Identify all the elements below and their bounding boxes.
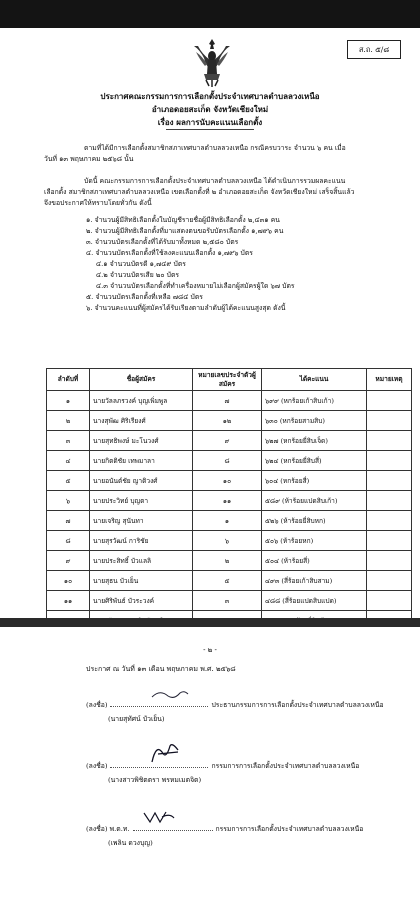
issued-date: ประกาศ ณ วันที่ ๑๓ เดือน พฤษภาคม พ.ศ. ๒๕๖๘ [86,665,236,673]
signature-line [110,767,208,768]
body-paragraph [44,176,384,209]
list-item: ๔.๓ จำนวนบัตรเลือกตั้งที่ทำเครื่องหมายไม่เลือกผู้สมัครผู้ใด ๖๗ บัตร [96,282,295,290]
list-item: ๔.๑ จำนวนบัตรดี ๑,๗๔๙ บัตร [96,260,186,268]
table-row [47,451,412,471]
list-item: ๔. จำนวนบัตรเลือกตั้งที่ใช้ลงคะแนนเลือกตั้ง ๑,๗๙๖ บัตร [86,249,253,257]
cell-votes: ๖๒๗ (หกร้อยยี่สิบเจ็ด) [262,431,367,451]
cell-candidate-number: ๒ [193,551,262,571]
cell-votes: ๖๓๐ (หกร้อยสามสิบ) [262,411,367,431]
signature-role: ประธานกรรมการการเลือกตั้งประจำเทศบาลตำบลลวงเหนือ [211,701,384,709]
cell-remarks [367,511,412,531]
cell-candidate-number: ๕ [193,571,262,591]
form-code-box: ส.ถ. ๕/๘ [347,40,401,59]
table-row [47,391,412,411]
cell-candidate-name: นายสุรวัฒน์ การิชัย [90,531,193,551]
header-candidate-number: หมายเลขประจำตัวผู้สมัคร [193,369,262,391]
statistics-list [86,215,386,314]
header-line-2: อำเภอดอยสะเก็ด จังหวัดเชียงใหม่ [151,104,269,114]
cell-remarks [367,531,412,551]
header-divider [166,129,254,130]
cell-remarks [367,551,412,571]
cell-candidate-number: ๑ [193,511,262,531]
signature-block-member-2 [86,823,364,847]
handwritten-signature-icon [142,809,176,825]
cell-remarks [367,391,412,411]
intro-paragraph [44,143,384,165]
cell-remarks [367,451,412,471]
cell-votes: ๖๐๔ (หกร้อยสี่) [262,471,367,491]
list-item: ๑. จำนวนผู้มีสิทธิเลือกตั้งในบัญชีรายชื่อผู้มีสิทธิเลือกตั้ง ๒,๔๓๑ คน [86,216,280,224]
top-bar [0,0,420,28]
cell-rank: ๓ [47,431,90,451]
cell-votes: ๔๙๓ (สี่ร้อยเก้าสิบสาม) [262,571,367,591]
table-row [47,531,412,551]
signature-role: กรรมการการเลือกตั้งประจำเทศบาลตำบลลวงเหนือ [215,825,364,833]
cell-rank: ๑๑ [47,591,90,611]
cell-candidate-name: นายสุธน บัวเย็น [90,571,193,591]
cell-candidate-name: นายวัลลภรวงค์ บุญเพิ่มพูล [90,391,193,411]
table-row [47,591,412,611]
list-item: ๖. จำนวนคะแนนที่ผู้สมัครได้รับเรียงตามลำดับผู้ได้คะแนนสูงสุด ดังนี้ [86,304,286,312]
header-title: เรื่อง ผลการนับคะแนนเลือกตั้ง [157,117,263,127]
header-candidate-name: ชื่อผู้สมัคร [90,369,193,391]
cell-candidate-name: นายกิตติชัย เทพมาลา [90,451,193,471]
signatory-name: (เพลิน ดวงบุญ) [108,839,153,847]
cell-candidate-number: ๙ [193,431,262,451]
cell-candidate-number: ๑๒ [193,411,262,431]
header-rank: ลำดับที่ [47,369,90,391]
cell-candidate-number: ๖ [193,531,262,551]
list-item: ๓. จำนวนบัตรเลือกตั้งที่ได้รับมาทั้งหมด ๒,๕๘๐ บัตร [86,238,239,246]
signature-line [110,706,208,707]
body-line-2: เลือกตั้ง สมาชิกสภาเทศบาลตำบลลวงเหนือ เขตเลือกตั้งที่ ๒ อำเภอดอยสะเก็ด จังหวัดเชียงใหม่ เสร็จสิ้นแล้ว [44,188,355,196]
header-remarks: หมายเหตุ [367,369,412,391]
cell-candidate-number: ๓ [193,591,262,611]
cell-candidate-name: นายศิริพันธ์ บัวระวงค์ [90,591,193,611]
cell-candidate-name: นายประสิทธิ์ บัวแลลิ [90,551,193,571]
cell-candidate-number: ๑๐ [193,471,262,491]
header-line-1: ประกาศคณะกรรมการการเลือกตั้งประจำเทศบาลตำบลลวงเหนือ [100,91,320,101]
page-number: - ๒ - [203,646,217,654]
cell-votes: ๔๘๘ (สี่ร้อยแปดสิบแปด) [262,591,367,611]
cell-candidate-name: นายอนันต์ชัย ญาติวงศ์ [90,471,193,491]
cell-rank: ๑๐ [47,571,90,591]
intro-line-2: วันที่ ๑๓ พฤษภาคม ๒๕๖๘ นั้น [44,155,134,163]
cell-candidate-name: นางสุพัฒ ศิริเรียงศ์ [90,411,193,431]
cell-votes: ๖๙๙ (หกร้อยเก้าสิบเก้า) [262,391,367,411]
cell-rank: ๔ [47,451,90,471]
cell-votes: ๕๒๖ (ห้าร้อยยี่สิบหก) [262,511,367,531]
intro-line-1: ตามที่ได้มีการเลือกตั้งสมาชิกสภาเทศบาลตำบลลวงเหนือ กรณีครบวาระ จำนวน ๖ คน เมื่อ [84,144,346,152]
cell-candidate-number: ๑๑ [193,491,262,511]
table-row [47,491,412,511]
table-row [47,571,412,591]
table-row [47,551,412,571]
cell-rank: ๙ [47,551,90,571]
header-votes: ได้คะแนน [262,369,367,391]
cell-remarks [367,491,412,511]
cell-rank: ๖ [47,491,90,511]
cell-remarks [367,471,412,491]
list-item: ๕. จำนวนบัตรเลือกตั้งที่เหลือ ๗๘๔ บัตร [86,293,203,301]
cell-rank: ๗ [47,511,90,531]
table-row [47,431,412,451]
table-row [47,511,412,531]
cell-candidate-name: นายเจริญ สุนันทา [90,511,193,531]
signatory-name: (นายสุทัศน์ บัวเย็น) [108,715,165,723]
signature-block-member-1 [86,760,360,784]
cell-candidate-number: ๗ [193,391,262,411]
cell-candidate-number: ๘ [193,451,262,471]
cell-remarks [367,571,412,591]
signature-block-chair [86,699,384,723]
cell-votes: ๕๐๖ (ห้าร้อยหก) [262,531,367,551]
signature-line [133,830,213,831]
cell-votes: ๕๐๔ (ห้าร้อยสี่) [262,551,367,571]
cell-remarks [367,411,412,431]
page-gap [0,618,420,627]
table-row [47,411,412,431]
signatory-name: (นางสาวพิชิตตรา พรหมเมตจิต) [108,776,202,784]
document-page-2 [0,627,420,900]
cell-remarks [367,431,412,451]
signature-prefix: (ลงชื่อ) [86,701,108,709]
cell-votes: ๖๒๔ (หกร้อยยี่สิบสี่) [262,451,367,471]
body-line-1: บัดนี้ คณะกรรมการการเลือกตั้งประจำเทศบาลตำบลลวงเหนือ ได้ดำเนินการรวมผลคะแนน [84,177,346,185]
cell-candidate-name: นายสุทธิพงษ์ มะโนวงศ์ [90,431,193,451]
handwritten-signature-icon [150,687,190,701]
cell-remarks [367,591,412,611]
cell-rank: ๑ [47,391,90,411]
document-page-1 [0,28,420,618]
table-row [47,471,412,491]
results-table [46,368,412,631]
cell-rank: ๒ [47,411,90,431]
signature-prefix: (ลงชื่อ) [86,762,108,770]
cell-rank: ๘ [47,531,90,551]
list-item: ๔.๒ จำนวนบัตรเสีย ๒๐ บัตร [96,271,180,279]
table-header-row [47,369,412,391]
cell-votes: ๕๘๙ (ห้าร้อยแปดสิบเก้า) [262,491,367,511]
handwritten-signature-icon [148,740,184,766]
list-item: ๒. จำนวนผู้มีสิทธิเลือกตั้งที่มาแสดงตนขอรับบัตรเลือกตั้ง ๑,๗๙๖ คน [86,227,284,235]
cell-candidate-name: นายประวิทย์ บุญตา [90,491,193,511]
garuda-emblem-icon [190,36,234,88]
body-line-3: จึงขอประกาศให้ทราบโดยทั่วกัน ดังนี้ [44,199,152,207]
signature-prefix: (ลงชื่อ) พ.ต.ท. [86,825,130,833]
signature-role: กรรมการการเลือกตั้งประจำเทศบาลตำบลลวงเหนือ [211,762,360,770]
cell-rank: ๕ [47,471,90,491]
